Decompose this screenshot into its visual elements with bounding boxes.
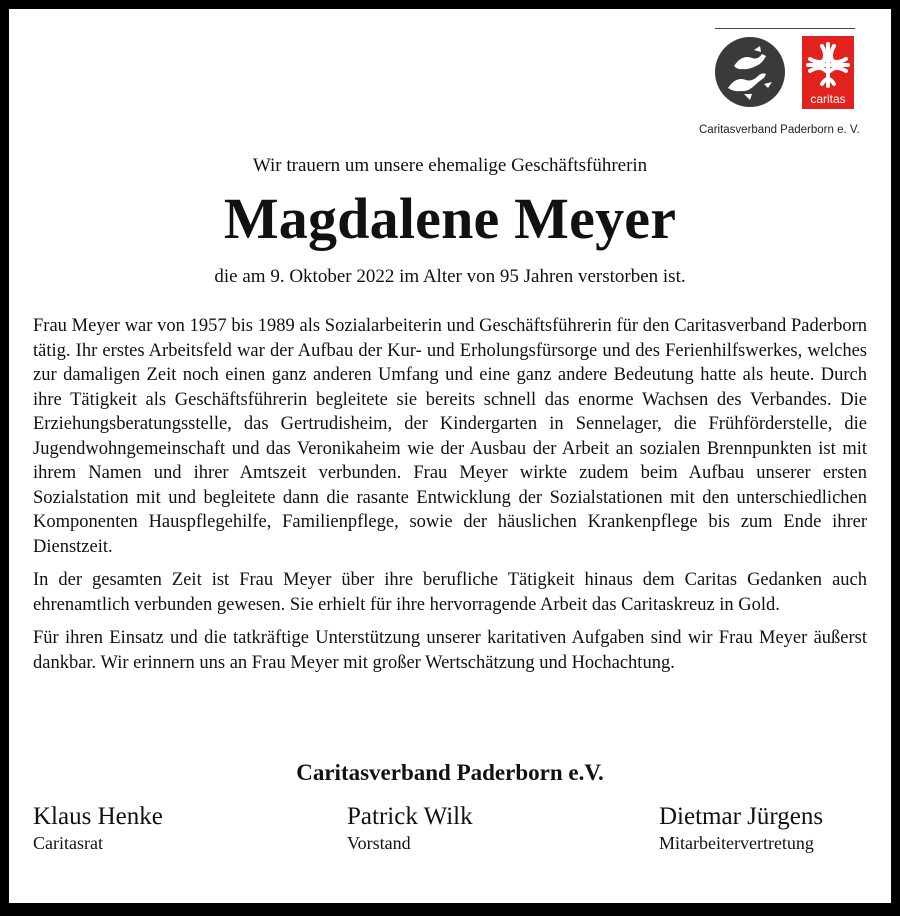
signatory [33,803,163,854]
body-paragraph: Für ihren Einsatz und die tatkräftige Unterstützung unserer karitativen Aufgaben sind wir Frau Meyer äußerst dankbar. Wir erinnern uns an Frau Meyer mit großer Wertschätzung und Hochachtung. [33,628,867,673]
logo-divider [715,28,855,29]
signatory-name: Patrick Wilk [347,803,473,830]
intro-line: Wir trauern um unsere ehemalige Geschäftsführerin [252,155,648,176]
caritas-logo-word: caritas [810,92,846,106]
deceased-name: Magdalene Meyer [223,186,677,251]
death-date-line: die am 9. Oktober 2022 im Alter von 95 Jahren verstorben ist. [214,266,686,287]
caritas-cross-logo-icon [802,36,854,109]
signatory-name: Klaus Henke [33,803,163,830]
obituary-body [33,314,867,684]
logo-caption: Caritasverband Paderborn e. V. [699,124,860,136]
signatory-name: Dietmar Jürgens [659,803,824,830]
signatory [659,803,823,854]
signatory-role: Vorstand [347,833,411,853]
body-paragraph: In der gesamten Zeit ist Frau Meyer über ihre berufliche Tätigkeit hinaus dem Caritas Gedanken auch ehrenamtlich verbunden gewesen. Sie erhielt für ihre hervorragende Arbeit das Caritaskreuz in Gold. [33,570,867,615]
signatory-role: Caritasrat [33,833,103,853]
body-paragraph: Frau Meyer war von 1957 bis 1989 als Sozialarbeiterin und Geschäftsführerin für den Caritasverband Paderborn tätig. Ihr erstes Arbeitsfeld war der Aufbau der Kur- und Erholungsfürsorge und des Ferienhilfswerkes, welches zur damaligen Zeit noch einen ganz anderen Umfang und eine ganz andere Bedeutung hatte als heute. Durch ihre Tätigkeit als Geschäftsführerin begleitete sie bereits schnell das enorme Wachsen des Verbandes. Die Erziehungsberatungsstelle, das Gertrudisheim, der Kindergarten in Sennelager, die Frühförderstelle, die Jugendwohngemeinschaft und das Veronikaheim wie der Ausbau der Arbeit an sozialen Brennpunkten ist mit ihrem Namen und ihrer Amtszeit verbunden. Frau Meyer wirkte zudem beim Aufbau unserer ersten Sozialstation mit und begleitete dann die rasante Entwicklung der Sozialstationen mit den unterschiedlichen Komponenten Hauspflegehilfe, Familienpflege, sowie der häuslichen Krankenpflege bis zum Ende ihrer Dienstzeit. [33,316,867,557]
signatory [347,803,473,854]
leaping-animals-logo-icon [714,36,786,108]
organization-name: Caritasverband Paderborn e.V. [296,760,604,785]
obituary-notice [9,9,891,903]
signatory-role: Mitarbeitervertretung [659,833,814,853]
